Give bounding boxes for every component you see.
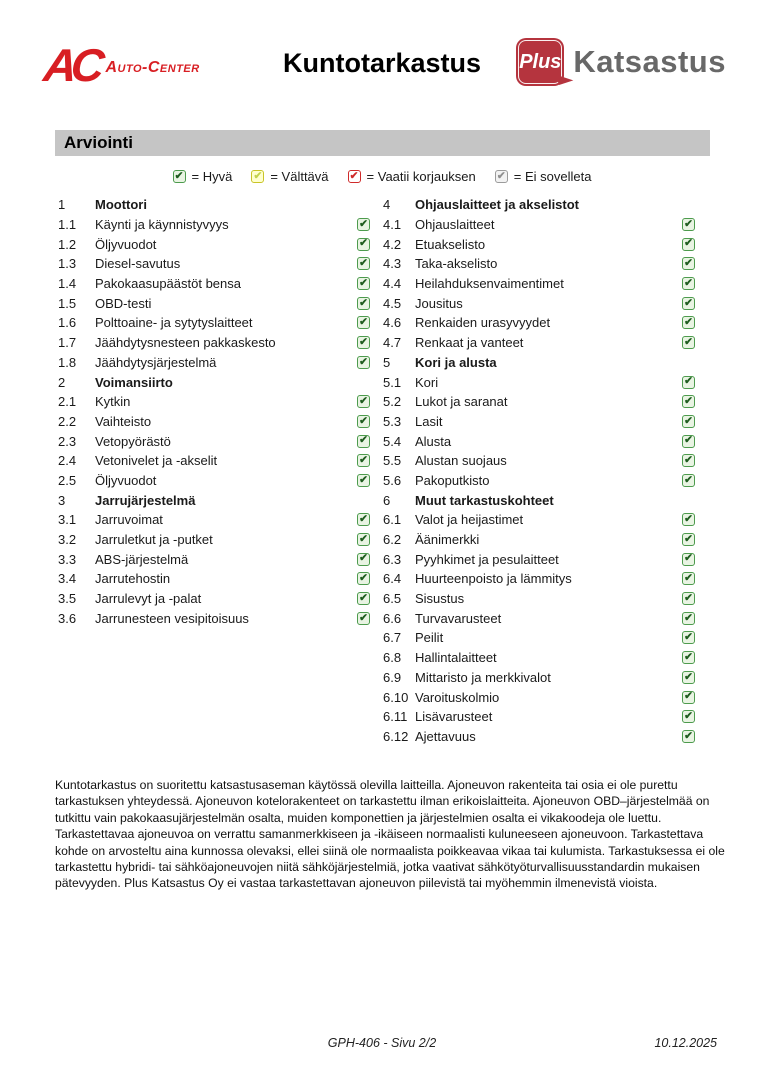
item-label: Vetonivelet ja -akselit	[95, 453, 218, 469]
check-icon: ✔	[174, 169, 184, 182]
item-label: Jarrunesteen vesipitoisuus	[95, 610, 249, 626]
item-label: Kori	[415, 374, 439, 390]
item-label: Öljyvuodot	[95, 236, 157, 252]
item-label: Lukot ja saranat	[415, 394, 508, 410]
status-checkbox-good[interactable]	[357, 553, 370, 566]
check-icon: ✔	[359, 394, 368, 407]
checklist-section-row	[58, 195, 371, 215]
item-label: Diesel-savutus	[95, 256, 181, 272]
legend-label: = Ei sovelleta	[513, 169, 592, 184]
status-checkbox-good[interactable]	[682, 316, 695, 329]
disclaimer-line: Kuntotarkastus on suoritettu katsastusaseman käytössä olevilla laitteilla. Ajoneuvon rakenteita tai osia ei ole purettu	[55, 778, 678, 792]
status-checkbox-good[interactable]	[357, 336, 370, 349]
checklist-row	[383, 372, 696, 392]
legend-item-good	[173, 169, 233, 184]
item-number: 6.7	[383, 630, 402, 646]
status-checkbox-good[interactable]	[682, 474, 695, 487]
auto-center-logo-text: Auto-Center	[105, 59, 200, 76]
checklist-row	[383, 392, 696, 412]
checklist-row	[58, 313, 371, 333]
checklist-row	[383, 451, 696, 471]
check-icon: ✔	[359, 296, 368, 309]
check-icon: ✔	[684, 552, 693, 565]
check-icon: ✔	[684, 237, 693, 250]
legend-label: = Vaatii korjauksen	[366, 169, 476, 184]
item-label: Käynti ja käynnistyvyys	[95, 217, 229, 233]
item-label: Heilahduksenvaimentimet	[415, 276, 564, 292]
item-label: Lisävarusteet	[415, 709, 493, 725]
plus-badge-text: Plus	[519, 50, 562, 73]
item-number: 4.6	[383, 315, 402, 331]
check-icon: ✔	[359, 257, 368, 270]
checklist-row	[58, 293, 371, 313]
item-number: 4.7	[383, 335, 402, 351]
check-icon: ✔	[359, 335, 368, 348]
item-number: 1.2	[58, 236, 77, 252]
checklist-section-row	[383, 195, 696, 215]
item-number: 3.6	[58, 610, 77, 626]
item-label: Valot ja heijastimet	[415, 512, 524, 528]
item-number: 6	[383, 492, 391, 508]
check-icon: ✔	[359, 591, 368, 604]
item-label: Alusta	[415, 433, 452, 449]
check-icon: ✔	[684, 434, 693, 447]
item-number: 6.4	[383, 571, 402, 587]
item-number: 6.1	[383, 512, 402, 528]
status-checkbox-good[interactable]	[357, 454, 370, 467]
check-icon: ✔	[684, 631, 693, 644]
item-number: 6.10	[383, 689, 409, 705]
check-icon: ✔	[359, 473, 368, 486]
item-number: 6.6	[383, 610, 402, 626]
footer-date: 10.12.2025	[654, 1036, 717, 1050]
item-number: 6.2	[383, 532, 402, 548]
legend-label: = Välttävä	[270, 169, 329, 184]
item-number: 4.1	[383, 217, 402, 233]
item-number: 1	[58, 197, 66, 213]
item-label: Jarrutehostin	[95, 571, 171, 587]
auto-center-monogram-icon: AC	[41, 39, 102, 91]
status-checkbox-good[interactable]	[682, 257, 695, 270]
checklist-row	[58, 353, 371, 373]
status-checkbox-good	[173, 170, 186, 183]
item-label: Jousitus	[415, 295, 463, 311]
check-icon: ✔	[684, 690, 693, 703]
item-number: 1.6	[58, 315, 77, 331]
check-icon: ✔	[684, 473, 693, 486]
checklist-row	[383, 668, 696, 688]
item-label: Pyyhkimet ja pesulaitteet	[415, 551, 559, 567]
item-number: 4	[383, 197, 391, 213]
check-icon: ✔	[684, 513, 693, 526]
katsastus-logo-text: Katsastus	[573, 44, 726, 79]
item-label: Moottori	[95, 197, 147, 213]
item-label: Jarrujärjestelmä	[95, 492, 196, 508]
checklist-row	[58, 215, 371, 235]
status-checkbox-good[interactable]	[357, 612, 370, 625]
item-label: Alustan suojaus	[415, 453, 507, 469]
checklist-row	[58, 333, 371, 353]
item-number: 4.4	[383, 276, 402, 292]
checklist-row	[383, 471, 696, 491]
status-checkbox-good[interactable]	[357, 435, 370, 448]
check-icon: ✔	[349, 169, 359, 182]
status-checkbox-good[interactable]	[682, 691, 695, 704]
status-checkbox-good[interactable]	[682, 730, 695, 743]
checklist-row	[383, 687, 696, 707]
checklist-row	[58, 569, 371, 589]
checklist-row	[58, 589, 371, 609]
item-label: Jarruletkut ja -putket	[95, 532, 213, 548]
item-number: 3.5	[58, 591, 77, 607]
item-number: 2.5	[58, 472, 77, 488]
check-icon: ✔	[684, 316, 693, 329]
status-checkbox-good[interactable]	[682, 710, 695, 723]
legend-item-fair	[251, 169, 328, 184]
item-number: 6.8	[383, 650, 402, 666]
status-checkbox-repair	[348, 170, 361, 183]
item-number: 1.8	[58, 354, 77, 370]
check-icon: ✔	[359, 572, 368, 585]
item-label: OBD-testi	[95, 295, 152, 311]
item-number: 1.3	[58, 256, 77, 272]
item-number: 5.6	[383, 472, 402, 488]
item-label: Pakoputkisto	[415, 472, 490, 488]
status-checkbox-good[interactable]	[682, 435, 695, 448]
check-icon: ✔	[359, 513, 368, 526]
checklist-row	[383, 549, 696, 569]
legend-item-repair	[348, 169, 476, 184]
status-checkbox-good[interactable]	[682, 592, 695, 605]
item-label: Vetopyörästö	[95, 433, 171, 449]
status-checkbox-good[interactable]	[682, 277, 695, 290]
checklist-row	[383, 589, 696, 609]
checklist-row	[58, 431, 371, 451]
status-checkbox-good[interactable]	[682, 297, 695, 310]
checklist-section-row	[383, 490, 696, 510]
item-label: Ajettavuus	[415, 728, 476, 744]
item-number: 1.1	[58, 217, 77, 233]
item-number: 3.2	[58, 532, 77, 548]
item-label: Etuakselisto	[415, 236, 486, 252]
item-label: Pakokaasupäästöt bensa	[95, 276, 241, 292]
checklist-row	[383, 648, 696, 668]
item-number: 5.3	[383, 413, 402, 429]
disclaimer-line: pätevyyden. Plus Katsastus Oy ei vastaa tarkastettavan ajoneuvon piilevistä tai myöhemmin ilmenevistä vioista.	[55, 876, 658, 891]
item-label: Jarruvoimat	[95, 512, 163, 528]
legend-item-na	[495, 169, 592, 184]
item-label: Lasit	[415, 413, 443, 429]
item-label: Ohjauslaitteet ja akselistot	[415, 197, 580, 213]
status-checkbox-good[interactable]	[682, 572, 695, 585]
item-label: ABS-järjestelmä	[95, 551, 189, 567]
check-icon: ✔	[684, 335, 693, 348]
checklist-row	[383, 234, 696, 254]
checklist-row	[383, 569, 696, 589]
status-checkbox-good[interactable]	[357, 257, 370, 270]
status-checkbox-good[interactable]	[682, 415, 695, 428]
check-icon: ✔	[359, 316, 368, 329]
item-number: 2.4	[58, 453, 77, 469]
status-checkbox-good[interactable]	[357, 297, 370, 310]
item-number: 4.3	[383, 256, 402, 272]
check-icon: ✔	[684, 572, 693, 585]
check-icon: ✔	[684, 414, 693, 427]
check-icon: ✔	[684, 670, 693, 683]
checklist-row	[383, 431, 696, 451]
status-checkbox-good[interactable]	[357, 474, 370, 487]
status-checkbox-good[interactable]	[682, 238, 695, 251]
checklist-row	[58, 274, 371, 294]
status-checkbox-na	[495, 170, 508, 183]
legend	[0, 169, 764, 184]
status-checkbox-good[interactable]	[357, 513, 370, 526]
checklist-row	[58, 549, 371, 569]
status-checkbox-good[interactable]	[682, 218, 695, 231]
item-label: Sisustus	[415, 591, 465, 607]
check-icon: ✔	[684, 217, 693, 230]
item-label: Huurteenpoisto ja lämmitys	[415, 571, 572, 587]
status-checkbox-good[interactable]	[682, 513, 695, 526]
checklist-row	[383, 215, 696, 235]
item-number: 6.3	[383, 551, 402, 567]
check-icon: ✔	[359, 611, 368, 624]
check-icon: ✔	[359, 237, 368, 250]
item-number: 3	[58, 492, 66, 508]
item-number: 6.5	[383, 591, 402, 607]
checklist-row	[58, 392, 371, 412]
check-icon: ✔	[684, 375, 693, 388]
item-label: Kori ja alusta	[415, 354, 497, 370]
checklist-row	[383, 313, 696, 333]
checklist-row	[58, 254, 371, 274]
checklist-row	[383, 530, 696, 550]
checklist-section-row	[58, 490, 371, 510]
checklist-col-left	[58, 195, 371, 628]
item-number: 6.12	[383, 728, 409, 744]
disclaimer-line: kohde on arvosteltu aina kunnossa olevaksi, ellei siinä ole normaalista poikkeavaa vikaa tai kulumista. Tarkastuksessa ei ole	[55, 843, 725, 858]
item-number: 3.1	[58, 512, 77, 528]
disclaimer-line: Tarkastettavaa ajoneuvoa on verrattu samanmerkkiseen ja -ikäiseen normaalisti kuluneeseen ajoneuvoon. Tarkastettava	[55, 827, 704, 842]
checklist-row	[58, 530, 371, 550]
item-number: 3.3	[58, 551, 77, 567]
checklist-section-row	[383, 353, 696, 373]
status-checkbox-good[interactable]	[357, 356, 370, 369]
item-label: Jarrulevyt ja -palat	[95, 591, 202, 607]
check-icon: ✔	[684, 650, 693, 663]
status-checkbox-good[interactable]	[357, 277, 370, 290]
checklist-row	[383, 510, 696, 530]
disclaimer-line: tarkastuksen yhteydessä. Ajoneuvon kotelorakenteet on tarkastettu ilman erikoislaitteita. Ajoneuvon OBD–järjestelmää on	[55, 794, 710, 809]
checklist-row	[383, 608, 696, 628]
check-icon: ✔	[359, 532, 368, 545]
check-icon: ✔	[684, 709, 693, 722]
item-label: Mittaristo ja merkkivalot	[415, 669, 551, 685]
item-label: Vaihteisto	[95, 413, 152, 429]
item-label: Kytkin	[95, 394, 131, 410]
check-icon: ✔	[684, 611, 693, 624]
legend-label: = Hyvä	[191, 169, 233, 184]
checklist-row	[383, 412, 696, 432]
item-number: 5	[383, 354, 391, 370]
checklist-col-right	[383, 195, 696, 746]
status-checkbox-good[interactable]	[357, 533, 370, 546]
status-checkbox-good[interactable]	[682, 671, 695, 684]
check-icon: ✔	[359, 552, 368, 565]
plus-katsastus-logo	[516, 38, 726, 86]
status-checkbox-good[interactable]	[357, 592, 370, 605]
check-icon: ✔	[359, 217, 368, 230]
status-checkbox-good[interactable]	[682, 612, 695, 625]
plus-badge-icon	[516, 38, 564, 86]
status-checkbox-good[interactable]	[682, 651, 695, 664]
section-header-arviointi	[55, 130, 710, 156]
check-icon: ✔	[684, 532, 693, 545]
status-checkbox-good[interactable]	[682, 395, 695, 408]
checklist-row	[58, 608, 371, 628]
item-number: 5.2	[383, 394, 402, 410]
checklist-row	[383, 333, 696, 353]
checklist-row	[383, 707, 696, 727]
item-number: 3.4	[58, 571, 77, 587]
item-number: 1.7	[58, 335, 77, 351]
checklist-row	[383, 274, 696, 294]
item-number: 2.1	[58, 394, 77, 410]
status-checkbox-good[interactable]	[682, 376, 695, 389]
status-checkbox-good[interactable]	[682, 454, 695, 467]
check-icon: ✔	[359, 434, 368, 447]
item-number: 2.2	[58, 413, 77, 429]
check-icon: ✔	[359, 414, 368, 427]
status-checkbox-good[interactable]	[357, 238, 370, 251]
checklist-row	[58, 412, 371, 432]
check-icon: ✔	[359, 355, 368, 368]
item-label: Polttoaine- ja sytytyslaitteet	[95, 315, 253, 331]
item-label: Renkaiden urasyvyydet	[415, 315, 551, 331]
item-number: 5.1	[383, 374, 402, 390]
check-icon: ✔	[684, 276, 693, 289]
check-icon: ✔	[684, 257, 693, 270]
item-label: Taka-akselisto	[415, 256, 498, 272]
checklist-row	[58, 471, 371, 491]
status-checkbox-good[interactable]	[357, 415, 370, 428]
check-icon: ✔	[684, 591, 693, 604]
item-label: Ohjauslaitteet	[415, 217, 495, 233]
status-checkbox-good[interactable]	[682, 533, 695, 546]
footer-page-label: GPH-406 - Sivu 2/2	[327, 1036, 437, 1050]
item-label: Jäähdytysnesteen pakkaskesto	[95, 335, 276, 351]
checklist-row	[383, 628, 696, 648]
checklist-row	[58, 234, 371, 254]
item-number: 6.11	[383, 709, 408, 725]
item-number: 4.5	[383, 295, 402, 311]
status-checkbox-good[interactable]	[682, 553, 695, 566]
status-checkbox-good[interactable]	[682, 336, 695, 349]
item-label: Hallintalaitteet	[415, 650, 497, 666]
checklist-row	[58, 510, 371, 530]
check-icon: ✔	[684, 454, 693, 467]
status-checkbox-fair	[251, 170, 264, 183]
status-checkbox-good[interactable]	[357, 395, 370, 408]
item-label: Voimansiirto	[95, 374, 173, 390]
item-label: Äänimerkki	[415, 532, 480, 548]
check-icon: ✔	[684, 394, 693, 407]
check-icon: ✔	[253, 169, 263, 182]
check-icon: ✔	[359, 276, 368, 289]
item-label: Muut tarkastuskohteet	[415, 492, 554, 508]
item-number: 2.3	[58, 433, 77, 449]
section-header-label: Arviointi	[64, 133, 133, 152]
item-label: Öljyvuodot	[95, 472, 157, 488]
item-number: 6.9	[383, 669, 402, 685]
checklist-row	[383, 254, 696, 274]
item-label: Varoituskolmio	[415, 689, 500, 705]
status-checkbox-good[interactable]	[357, 316, 370, 329]
item-label: Renkaat ja vanteet	[415, 335, 524, 351]
item-number: 5.5	[383, 453, 402, 469]
check-icon: ✔	[496, 169, 506, 182]
check-icon: ✔	[359, 454, 368, 467]
status-checkbox-good[interactable]	[682, 631, 695, 644]
disclaimer-line: tutkittu vain pakokaasujärjestelmän osalta, muiden komponettien ja järjestelmien osalta ei vikakoodeja ole luettu.	[55, 810, 662, 825]
checklist-row	[383, 293, 696, 313]
item-number: 1.5	[58, 295, 77, 311]
item-number: 1.4	[58, 276, 77, 292]
checklist-section-row	[58, 372, 371, 392]
item-number: 2	[58, 374, 66, 390]
checklist-row	[383, 727, 696, 747]
check-icon: ✔	[684, 729, 693, 742]
disclaimer-line: tarkastettu hybridi- tai sähköajoneuvojen niitä sähköjärjestelmiä, jotka vaativat sähkötyöturvallisuusstandardin mukaisen	[55, 860, 700, 875]
status-checkbox-good[interactable]	[357, 218, 370, 231]
item-label: Turvavarusteet	[415, 610, 502, 626]
check-icon: ✔	[684, 296, 693, 309]
item-label: Peilit	[415, 630, 444, 646]
checklist-row	[58, 451, 371, 471]
page-title: Kuntotarkastus	[282, 48, 482, 78]
disclaimer	[55, 777, 725, 892]
item-label: Jäähdytysjärjestelmä	[95, 354, 217, 370]
item-number: 4.2	[383, 236, 402, 252]
item-number: 5.4	[383, 433, 402, 449]
status-checkbox-good[interactable]	[357, 572, 370, 585]
